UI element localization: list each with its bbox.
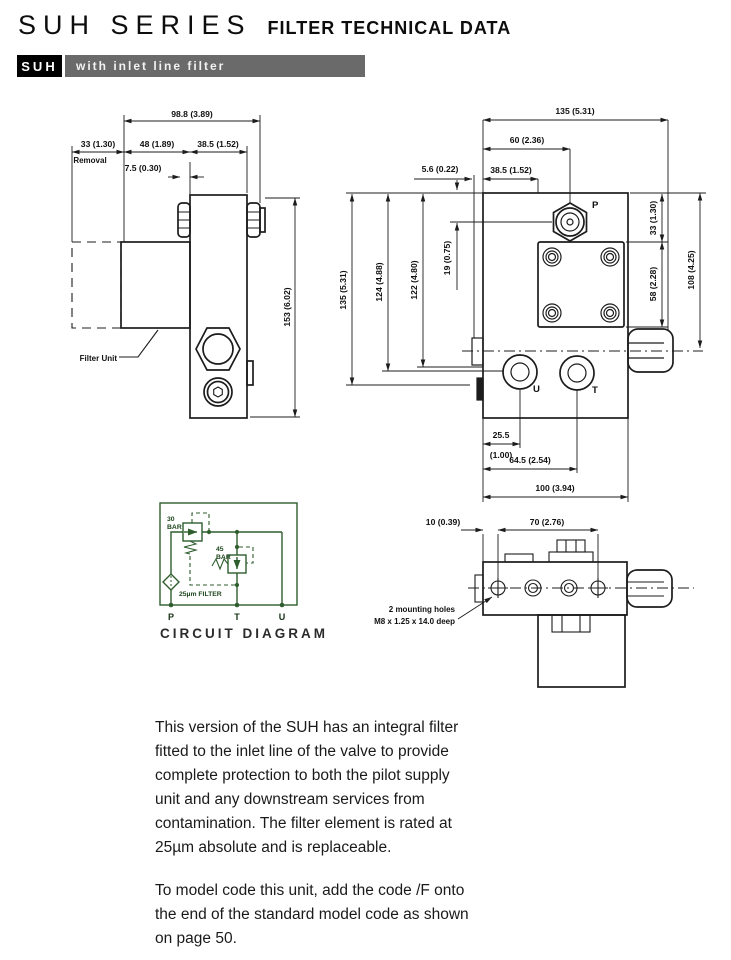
circuit-port-p: P — [167, 612, 175, 622]
mounting-note-line2: M8 x 1.25 x 14.0 deep — [374, 617, 455, 626]
circuit-diagram-caption: CIRCUIT DIAGRAM — [160, 626, 328, 641]
front-view-dimension-lines — [346, 120, 706, 502]
dim-front-p-x: 60 (2.36) — [509, 135, 545, 145]
dim-front-u-mm: 25.5 — [492, 430, 510, 440]
filter-rating-label: 25µm FILTER — [179, 591, 222, 598]
dim-front-top: 33 (1.30) — [648, 200, 658, 236]
dim-side-offset: 7.5 (0.30) — [124, 163, 162, 173]
port-label-u: U — [533, 384, 540, 395]
dim-front-t: 64.5 (2.54) — [509, 455, 551, 465]
dim-bottom-edge: 10 (0.39) — [425, 517, 461, 527]
dim-side-body: 48 (1.89) — [139, 139, 175, 149]
dim-side-height: 153 (6.02) — [282, 287, 292, 327]
dim-front-h-t: 122 (4.80) — [409, 260, 419, 300]
valve1-unit: BAR — [167, 524, 182, 531]
valve1-pressure: 30 — [167, 516, 175, 523]
dim-front-shaft: 108 (4.25) — [686, 250, 696, 290]
bottom-view-outline — [483, 562, 672, 687]
mounting-note-line1: 2 mounting holes — [388, 605, 455, 614]
dim-front-width: 135 (5.31) — [555, 106, 595, 116]
dim-front-base: 100 (3.94) — [535, 483, 575, 493]
description-paragraph-2: To model code this unit, add the code /F onto the end of the standard model code as shown on page 50. — [155, 882, 469, 947]
dim-front-h-total: 135 (5.31) — [338, 270, 348, 310]
filter-unit-label: Filter Unit — [79, 354, 117, 363]
dim-front-plate-h: 58 (2.28) — [648, 266, 658, 302]
dim-front-plate-x: 38.5 (1.52) — [490, 165, 532, 175]
dim-front-u-in: (1.00) — [489, 450, 513, 460]
side-view-details — [72, 212, 260, 397]
dim-side-total: 98.8 (3.89) — [171, 109, 213, 119]
variant-label: with inlet line filter — [65, 55, 365, 77]
page-title: SUH SERIES — [18, 10, 252, 40]
description-text — [155, 716, 471, 960]
removal-label: Removal — [73, 156, 107, 165]
dim-side-removal: 33 (1.30) — [80, 139, 116, 149]
dim-front-step: 5.6 (0.22) — [421, 164, 459, 174]
dim-side-right: 38.5 (1.52) — [197, 139, 239, 149]
model-badge: SUH — [17, 55, 62, 77]
port-label-t: T — [592, 385, 598, 396]
bottom-view-details — [468, 540, 694, 632]
port-label-p: P — [592, 200, 599, 211]
description-paragraph-1: This version of the SUH has an integral filter fitted to the inlet line of the valve to provide complete protection to both the pilot supply unit and any downstream services from contamination. The filter element is rated at 25µm absolute and is replaceable. — [155, 719, 459, 856]
page-subtitle: FILTER TECHNICAL DATA — [267, 18, 512, 38]
circuit-port-t: T — [234, 612, 240, 622]
valve2-unit: BAR — [216, 554, 231, 561]
dim-front-p-y: 19 (0.75) — [442, 240, 452, 276]
circuit-port-u: U — [278, 612, 286, 622]
side-view-outline — [121, 195, 265, 418]
valve2-pressure: 45 — [216, 546, 224, 553]
dim-front-h-u: 124 (4.88) — [374, 262, 384, 302]
dim-bottom-holes: 70 (2.76) — [529, 517, 565, 527]
